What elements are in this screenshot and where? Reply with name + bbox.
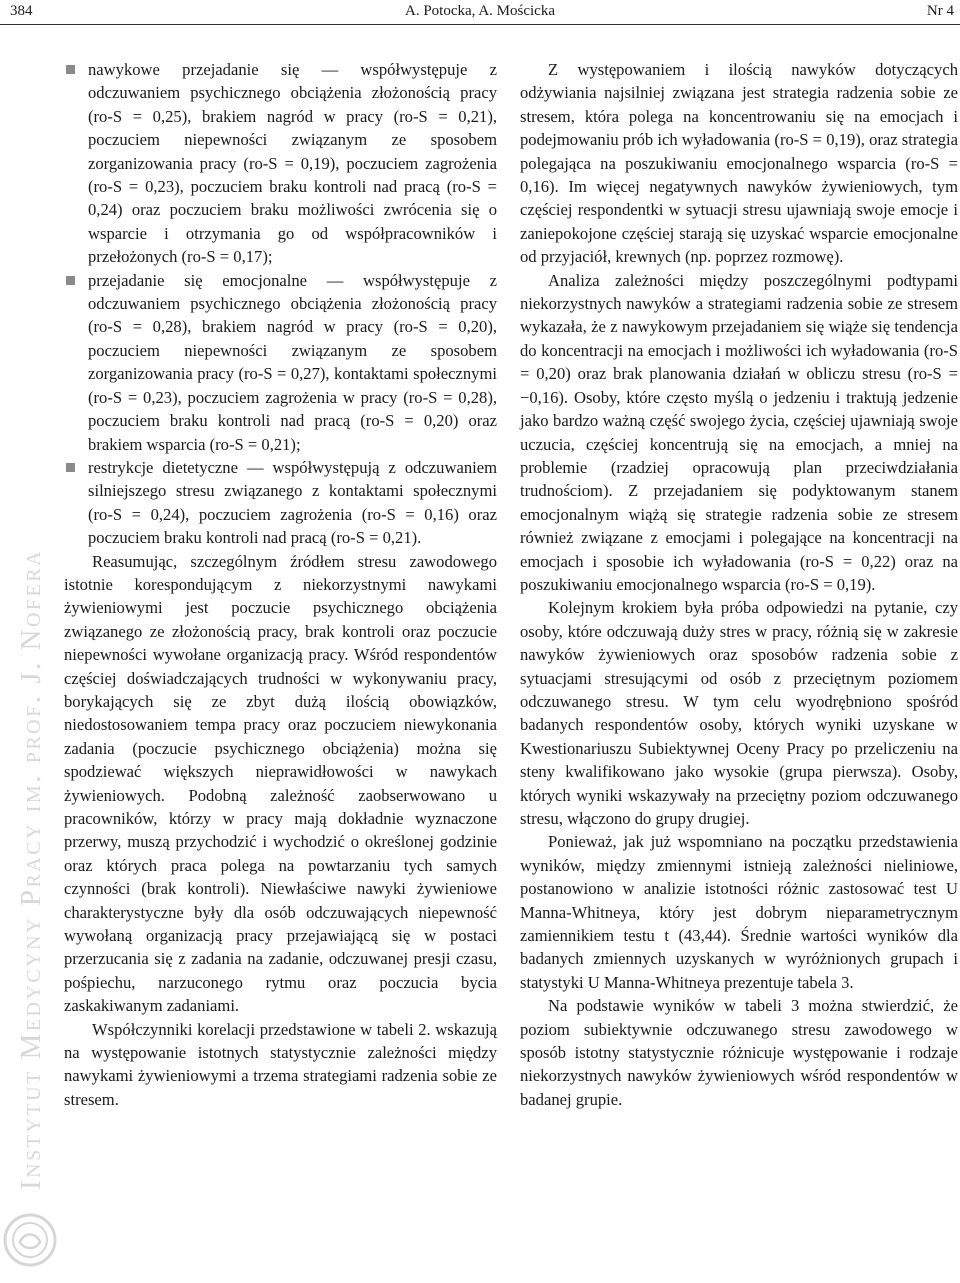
- header-rule: [0, 24, 960, 25]
- list-item-text: przejadanie się emocjonalne — współwystępuje z odczuwaniem psychicznego obciążenia złożonością pracy (ro-S = 0,28), brakiem nagród w pracy (ro-S = 0,20), poczuciem niepewności związanym ze sposobem zorganizowania pracy (ro-S = 0,27), kontaktami społecznymi (ro-S = 0,23), poczuciem zagrożenia w pracy (ro-S = 0,28), poczuciem braku kontroli nad pracą (ro-S = 0,20) oraz brakiem wsparcia (ro-S = 0,21);: [88, 270, 497, 454]
- body-paragraph: Współczynniki korelacji przedstawione w tabeli 2. wskazują na występowanie istotnych statystycznie zależności między nawykami żywieniowymi a trzema strategiami radzenia sobie ze stresem.: [64, 1019, 497, 1109]
- square-bullet-icon: [66, 276, 75, 285]
- running-header: [0, 0, 960, 22]
- list-item-text: nawykowe przejadanie się — współwystępuje z odczuwaniem psychicznego obciążenia złożonością pracy (ro-S = 0,25), brakiem nagród w pracy (ro-S = 0,21), poczuciem niepewności związanym ze sposobem zorganizowania pracy (ro-S = 0,19), poczuciem zagrożenia (ro-S = 0,23), poczuciem braku kontroli nad pracą (ro-S = 0,24) oraz poczuciem braku możliwości zwrócenia się o wsparcie i otrzymania go od współpracowników i przełożonych (ro-S = 0,17);: [88, 60, 497, 267]
- body-paragraph: Na podstawie wyników w tabeli 3 można stwierdzić, że poziom subiektywnie odczuwanego stresu zawodowego w sposób istotny statystycznie różnicuje występowanie i rodzaje niekorzystnych nawyków żywieniowych wśród respondentów w badanej grupie.: [520, 996, 958, 1109]
- body-paragraph: Reasumując, szczególnym źródłem stresu zawodowego istotnie korespondującym z niekorzystnymi nawykami żywieniowymi jest poczucie psychicznego obciążenia związanego ze złożonością pracy, brak kontroli oraz poczucie niepewności wywołane organizacją pracy. Wśród respondentów częściej doświadczających trudności w wykonywaniu pracy, borykających się ze zbyt dużą ilością obowiązków, niedostosowaniem tempa pracy oraz poczuciem niewykonania zadania (poczucie psychicznego obciążenia) można się spodziewać większych nieprawidłowości w nawykach żywieniowych. Podobną zależność zaobserwowano u pracowników, którzy w pracy mają dokładnie wyznaczone przerwy, muszą przychodzić i wychodzić o określonej godzinie oraz których praca polega na powtarzaniu tych samych czynności (brak kontroli). Niewłaściwe nawyki żywieniowe charakterystyczne były dla osób odczuwających niepewność wywołaną organizacją pracy przejawiającą się w postaci przerzucania się z zadania na zadanie, odczuwanej presji czasu, pośpiechu, narzuconego rytmu oraz poczucia bycia zaskakiwanym zadaniami.: [64, 551, 497, 1016]
- issue-number: Nr 4: [926, 3, 954, 19]
- institute-logo-icon: [2, 1212, 58, 1268]
- list-item-text: restrykcje dietetyczne — współwystępują z odczuwaniem silniejszego stresu związanego z kontaktami społecznymi (ro-S = 0,24), poczuciem zagrożenia (ro-S = 0,16) oraz poczuciem braku kontroli nad pracą (ro-S = 0,21).: [88, 457, 497, 548]
- right-column: [520, 58, 958, 1111]
- body-paragraph: Kolejnym krokiem była próba odpowiedzi na pytanie, czy osoby, które odczuwają duży stres w pracy, różnią się w zakresie nawyków żywieniowych oraz sposobów radzenia sobie z sytuacjami stresującymi od osób z przeciętnym poziomem odczuwanego stresu. W tym celu wyodrębniono spośród badanych respondentów osoby, których wyniki uzyskane w Kwestionariuszu Subiektywnej Oceny Pracy po przeliczeniu na steny kwalifikowano jako wysokie (grupa pierwsza). Osoby, których wyniki wskazywały na przeciętny poziom odczuwanego stresu, włączono do grupy drugiej.: [520, 598, 958, 828]
- body-paragraph: Ponieważ, jak już wspomniano na początku przedstawienia wyników, między zmiennymi istnieją zależności nieliniowe, postanowiono w analizie istotności różnic zastosować test U Manna-Whitneya, który jest dobrym nieparametrycznym zamiennikiem testu t (43,44). Średnie wartości wyników dla badanych zmiennych uzyskanych w wyróżnionych grupach i statystyki U Manna-Whitneya prezentuje tabela 3.: [520, 832, 958, 992]
- body-paragraph: Analiza zależności między poszczególnymi podtypami niekorzystnych nawyków a strategiami radzenia sobie ze stresem wykazała, że z nawykowym przejadaniem się wiąże się tendencja do koncentracji na emocjach i możliwości ich wyładowania (ro-S = 0,20) oraz brak planowania działań w obliczu stresu (ro-S = −0,16). Osoby, które często myślą o jedzeniu i traktują jedzenie jako bardzo ważną część swojego życia, częściej ujawniają swoje uczucia, częściej koncentrują się na emocjach, a mniej na problemie (rzadziej opracowują plan przeciwdziałania trudnościom). Z przejadaniem się podyktowanym stanem emocjonalnym wiążą się strategie radzenia sobie ze stresem również związane z emocjami i polegające na koncentracji na emocjach i sposobie ich wyładowania (ro-S = 0,22) oraz na poszukiwaniu emocjonalnego wsparcia (ro-S = 0,19).: [520, 270, 958, 594]
- left-column: [64, 58, 497, 1111]
- list-item: [64, 269, 497, 456]
- square-bullet-icon: [66, 65, 75, 74]
- list-item: [64, 58, 497, 269]
- list-item: [64, 456, 497, 550]
- page-number: 384: [10, 3, 33, 19]
- correlation-bullet-list: [64, 58, 497, 550]
- running-head-authors: A. Potocka, A. Mościcka: [405, 3, 555, 19]
- square-bullet-icon: [66, 463, 75, 472]
- body-paragraph: Z występowaniem i ilością nawyków dotyczących odżywiania najsilniej związana jest strategia radzenia sobie ze stresem, która polega na koncentrowaniu się na emocjach i podejmowaniu prób ich wyładowania (ro-S = 0,19), oraz strategia polegająca na poszukiwaniu emocjonalnego wsparcia (ro-S = 0,16). Im więcej negatywnych nawyków żywieniowych, tym częściej respondentki w sytuacji stresu ujawniają swoje emocje i zaniepokojone częściej starają się uzyskać wsparcie emocjonalne od przyjaciół, krewnych (np. poprzez rozmowę).: [520, 60, 958, 267]
- watermark-text: Instytut Medycyny Pracy im. prof. J. Nofera: [15, 548, 47, 1190]
